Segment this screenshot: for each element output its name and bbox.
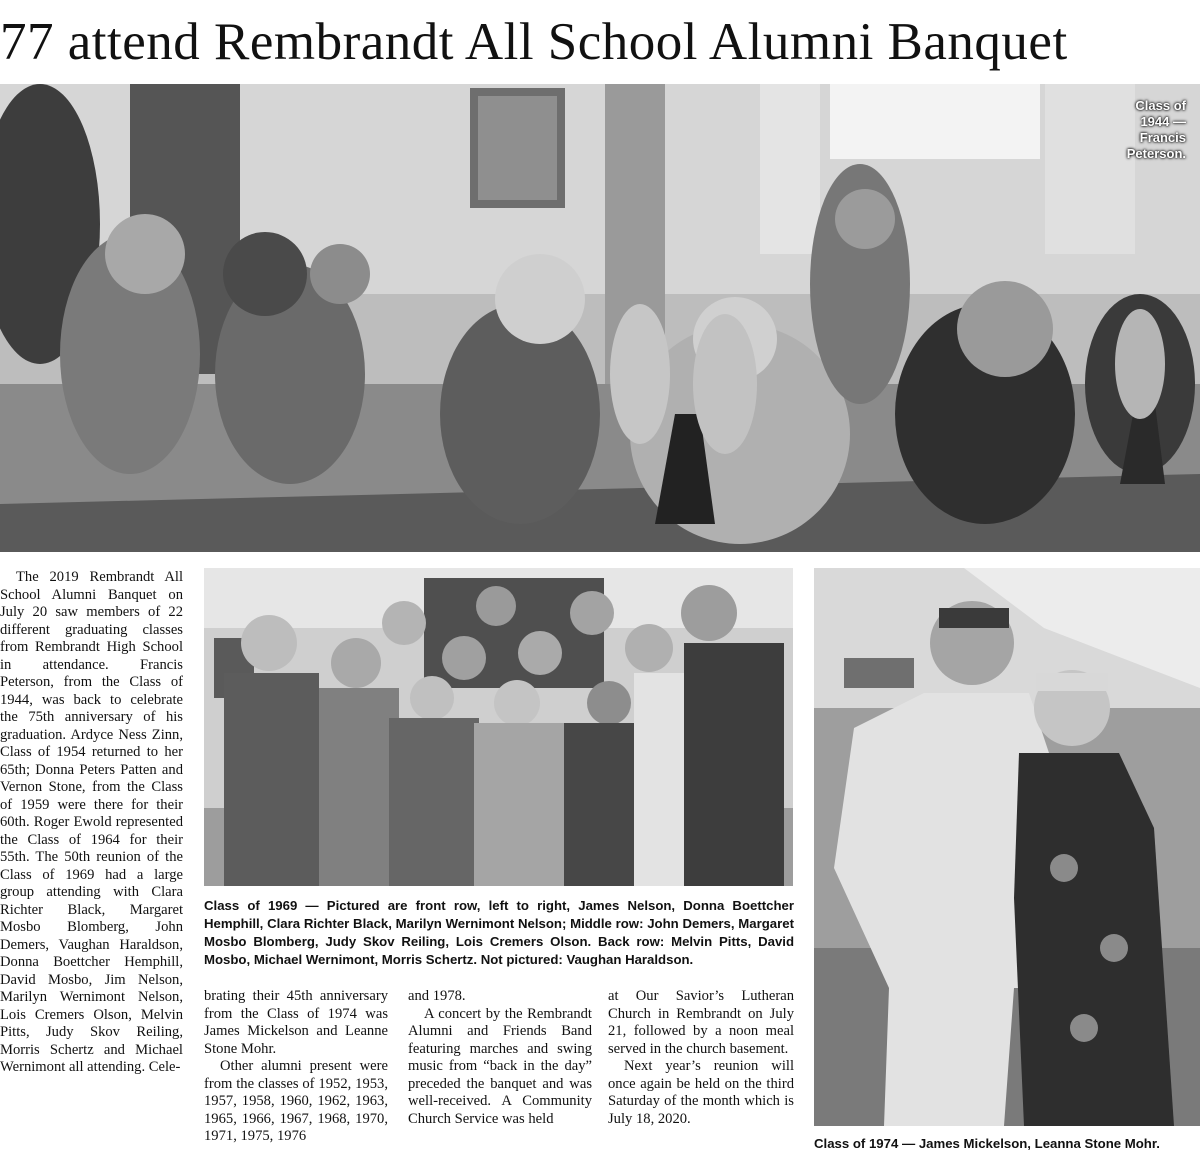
article-column-3 [408, 988, 592, 1128]
article-paragraph: brating their 45th anniversary from the Class of 1974 was James Mickelson and Leanne Stone Mohr. [204, 988, 388, 1057]
article-paragraph: and 1978. [408, 988, 466, 1004]
class-1969-caption: Class of 1969 — Pictured are front row, left to right, James Nelson, Donna Boettcher Hemphill, Clara Richter Black, Marilyn Wernimont Nelson; Middle row: John Demers, Margaret Mosbo Blomberg, Judy Skov Reiling, Lois Cremers Olson. Back row: Melvin Pitts, David Mosbo, Michael Wernimont, Morris Schertz. Not pictured: Vaughan Haraldson. [204, 898, 794, 967]
class-1974-couple-photo [814, 568, 1200, 1126]
article-paragraph: Next year’s reunion will once again be held on the third Saturday of the month which is July 18, 2020. [608, 1058, 794, 1127]
class-1969-group-photo [204, 568, 793, 886]
article-paragraph: The 2019 Rembrandt All School Alumni Banquet on July 20 saw members of 22 different graduating classes from Rembrandt High School in attendance. Francis Peterson, from the Class of 1944, was back to celebrate the 75th anniversary of his graduation. Ardyce Ness Zinn, Class of 1954 returned to her 65th; Donna Peters Patten and Vernon Stone, from the Class of 1959 were there for their 60th. Roger Ewold represented the Class of 1964 for their 55th. The 50th reunion of the Class of 1969 had a large group attending with Clara Richter Black, Margaret Mosbo Blomberg, John Demers, Vaughan Haraldson, Donna Boettcher Hemphill, David Mosbo, Jim Nelson, Marilyn Wernimont Nelson, Lois Cremers Olson, Melvin Pitts, Judy Skov Reiling, Morris Schertz and Michael Wernimont all attending. Cele- [0, 569, 183, 1075]
headline: 77 attend Rembrandt All School Alumni Banquet [0, 13, 1068, 71]
top-photo-caption: Class of 1944 — Francis Peterson. [1126, 98, 1186, 161]
class-1969-group-photo-image [204, 568, 793, 886]
article-paragraph: at Our Savior’s Lutheran Church in Rembrandt on July 21, followed by a noon meal served in the church basement. [608, 988, 794, 1057]
banquet-hall-photo-image [0, 84, 1200, 552]
article-column-4 [608, 988, 794, 1128]
class-1974-caption: Class of 1974 — James Mickelson, Leanna Stone Mohr. [814, 1136, 1160, 1151]
article-paragraph: Other alumni present were from the classes of 1952, 1953, 1957, 1958, 1960, 1962, 1963, 1965, 1966, 1967, 1968, 1970, 1971, 1975, 1976 [204, 1058, 388, 1144]
article-column-2 [204, 988, 388, 1146]
article-column-1 [0, 569, 183, 1077]
class-1974-couple-photo-image [814, 568, 1200, 1126]
article-paragraph: A concert by the Rembrandt Alumni and Friends Band featuring marches and swing music from “back in the day” preceded the banquet and was well-received. A Community Church Service was held [408, 1005, 592, 1127]
banquet-hall-photo [0, 84, 1200, 552]
